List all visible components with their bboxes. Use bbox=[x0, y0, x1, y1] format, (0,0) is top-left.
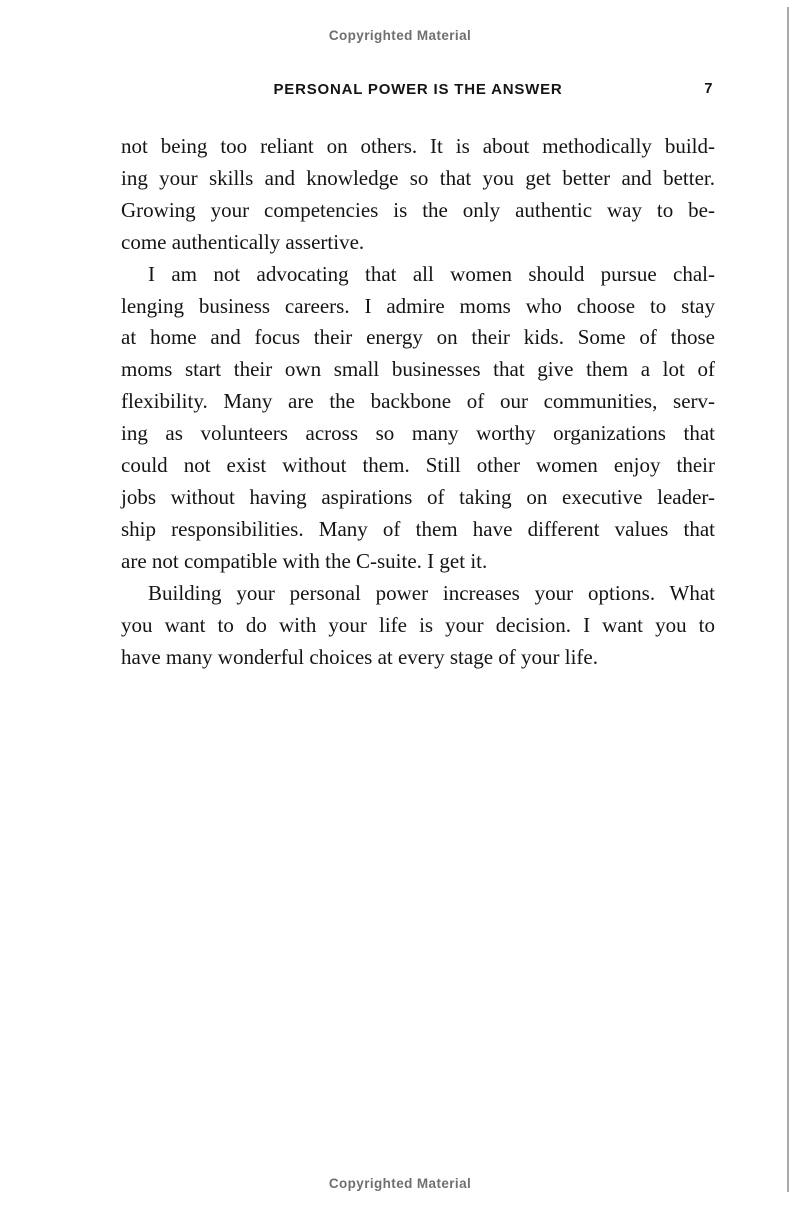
text-line: at home and focus their energy on their kids. Some of those bbox=[121, 325, 715, 350]
text-line: come authentically assertive. bbox=[121, 229, 365, 254]
page-number: 7 bbox=[704, 81, 713, 97]
running-header-title: PERSONAL POWER IS THE ANSWER bbox=[273, 81, 563, 98]
paragraph bbox=[121, 259, 715, 578]
copyright-notice-bottom: Copyrighted Material bbox=[328, 1176, 472, 1191]
text-line: are not compatible with the C-suite. I get it. bbox=[121, 548, 488, 573]
text-line: ing as volunteers across so many worthy organizations that bbox=[121, 421, 715, 446]
text-line: I am not advocating that all women should pursue chal- bbox=[148, 261, 715, 286]
text-line: jobs without having aspirations of taking on executive leader- bbox=[121, 484, 715, 509]
text-line: could not exist without them. Still other women enjoy their bbox=[121, 453, 715, 478]
text-line: not being too reliant on others. It is about methodically build- bbox=[121, 134, 715, 158]
text-line: ship responsibilities. Many of them have different values that bbox=[121, 516, 715, 541]
text-line: flexibility. Many are the backbone of our communities, serv- bbox=[121, 389, 715, 414]
paragraph bbox=[121, 578, 715, 674]
text-line: Growing your competencies is the only authentic way to be- bbox=[121, 197, 715, 222]
text-line: have many wonderful choices at every stage of your life. bbox=[121, 644, 598, 669]
body-text bbox=[121, 131, 715, 673]
text-line: moms start their own small businesses that give them a lot of bbox=[121, 357, 715, 382]
text-line: lenging business careers. I admire moms who choose to stay bbox=[121, 293, 715, 318]
page-edge-line bbox=[787, 7, 789, 1192]
text-line: ing your skills and knowledge so that you get better and better. bbox=[121, 165, 715, 190]
running-header bbox=[121, 81, 715, 99]
copyright-notice-top: Copyrighted Material bbox=[328, 28, 472, 43]
text-line: Building your personal power increases your options. What bbox=[148, 580, 715, 605]
paragraph bbox=[121, 131, 715, 259]
text-line: you want to do with your life is your decision. I want you to bbox=[121, 612, 715, 637]
